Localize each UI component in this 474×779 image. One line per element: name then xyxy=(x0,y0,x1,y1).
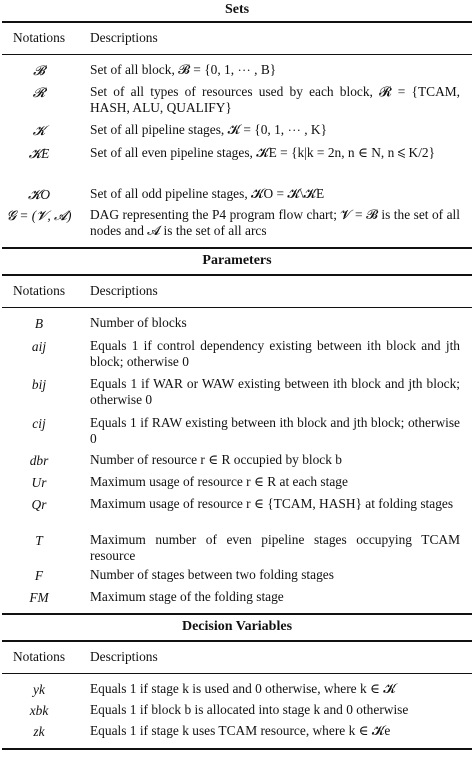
notation-cell: FM xyxy=(29,590,49,606)
description-cell: Number of blocks xyxy=(90,315,187,331)
table-row xyxy=(0,567,474,589)
notation-cell: F xyxy=(34,568,44,584)
notation-cell: 𝓑 xyxy=(33,63,45,79)
table-row xyxy=(0,723,474,742)
description-cell: Number of resource r ∈ R occupied by block b xyxy=(90,452,342,468)
table-row xyxy=(0,338,474,376)
notation-cell: yk xyxy=(33,682,45,698)
description-cell: Maximum usage of resource r ∈ R at each stage xyxy=(90,474,348,490)
header-row xyxy=(0,642,474,673)
description-cell: Equals 1 if WAR or WAW existing between ith block and jth block; otherwise 0 xyxy=(90,376,460,408)
table-row xyxy=(0,532,474,567)
table-row xyxy=(0,122,474,145)
notation-cell: dbr xyxy=(29,453,49,469)
table-row xyxy=(0,702,474,723)
table-row xyxy=(0,681,474,702)
description-cell: Maximum number of even pipeline stages occupying TCAM resource xyxy=(90,532,460,564)
notation-cell: 𝓚E xyxy=(28,146,50,162)
header-descriptions: Descriptions xyxy=(90,30,158,46)
notation-cell: cij xyxy=(32,416,46,432)
notation-cell: bij xyxy=(31,377,47,393)
description-cell: Maximum stage of the folding stage xyxy=(90,589,284,605)
table-row xyxy=(0,207,474,241)
description-cell: Set of all even pipeline stages, 𝓚E = {k|k = 2n, n ∈ N, n ⩽ K/2} xyxy=(90,145,436,161)
table-row xyxy=(0,589,474,607)
description-cell: Equals 1 if stage k is used and 0 otherwise, where k ∈ 𝓚 xyxy=(90,681,396,697)
header-row xyxy=(0,23,474,54)
table-row xyxy=(0,474,474,496)
header-descriptions: Descriptions xyxy=(90,649,158,665)
table-row xyxy=(0,452,474,474)
description-cell: DAG representing the P4 program flow chart; 𝓥 = 𝓑 is the set of all nodes and 𝓐 is the set of all arcs xyxy=(90,207,460,239)
description-cell: Set of all pipeline stages, 𝓚 = {0, 1, ⋯ , K} xyxy=(90,122,328,138)
table-row xyxy=(0,415,474,452)
header-row xyxy=(0,276,474,307)
notation-cell: Qr xyxy=(31,497,47,513)
table-row xyxy=(0,376,474,415)
notation-cell: 𝓚O xyxy=(27,187,51,203)
header-notations: Notations xyxy=(12,30,66,46)
description-cell: Equals 1 if stage k uses TCAM resource, where k ∈ 𝓚e xyxy=(90,723,391,739)
table-row xyxy=(0,145,474,186)
notation-cell: 𝓡 xyxy=(32,85,46,101)
table-row xyxy=(0,186,474,207)
section-title-decision-variables: Decision Variables xyxy=(181,618,293,634)
description-cell: Equals 1 if RAW existing between ith block and jth block; otherwise 0 xyxy=(90,415,460,447)
description-cell: Equals 1 if block b is allocated into stage k and 0 otherwise xyxy=(90,702,409,718)
description-cell: Set of all types of resources used by each block, 𝓡 = {TCAM, HASH, ALU, QUALIFY} xyxy=(90,84,460,116)
notation-cell: 𝓚 xyxy=(32,123,46,139)
section-title-sets: Sets xyxy=(224,2,250,17)
table-row xyxy=(0,62,474,84)
table-row xyxy=(0,84,474,122)
table-row xyxy=(0,315,474,338)
notation-cell: xbk xyxy=(29,703,49,719)
rule xyxy=(2,748,472,750)
header-notations: Notations xyxy=(12,649,66,665)
notation-cell: aij xyxy=(31,339,47,355)
notation-cell: T xyxy=(35,533,43,549)
description-cell: Maximum usage of resource r ∈ {TCAM, HASH} at folding stages xyxy=(90,496,454,512)
header-notations: Notations xyxy=(12,283,66,299)
description-cell: Equals 1 if control dependency existing between ith block and jth block; otherwise 0 xyxy=(90,338,460,370)
notation-cell: 𝓖 = (𝓥, 𝓐) xyxy=(6,208,72,224)
notation-cell: B xyxy=(34,316,44,332)
description-cell: Set of all odd pipeline stages, 𝓚O = 𝓚\𝓚E xyxy=(90,186,325,202)
description-cell: Number of stages between two folding stages xyxy=(90,567,334,583)
description-cell: Set of all block, 𝓑 = {0, 1, ⋯ , B} xyxy=(90,62,277,78)
notation-cell: Ur xyxy=(31,475,47,491)
header-descriptions: Descriptions xyxy=(90,283,158,299)
table-row xyxy=(0,496,474,532)
notation-cell: zk xyxy=(33,724,45,740)
section-title-parameters: Parameters xyxy=(202,252,272,268)
